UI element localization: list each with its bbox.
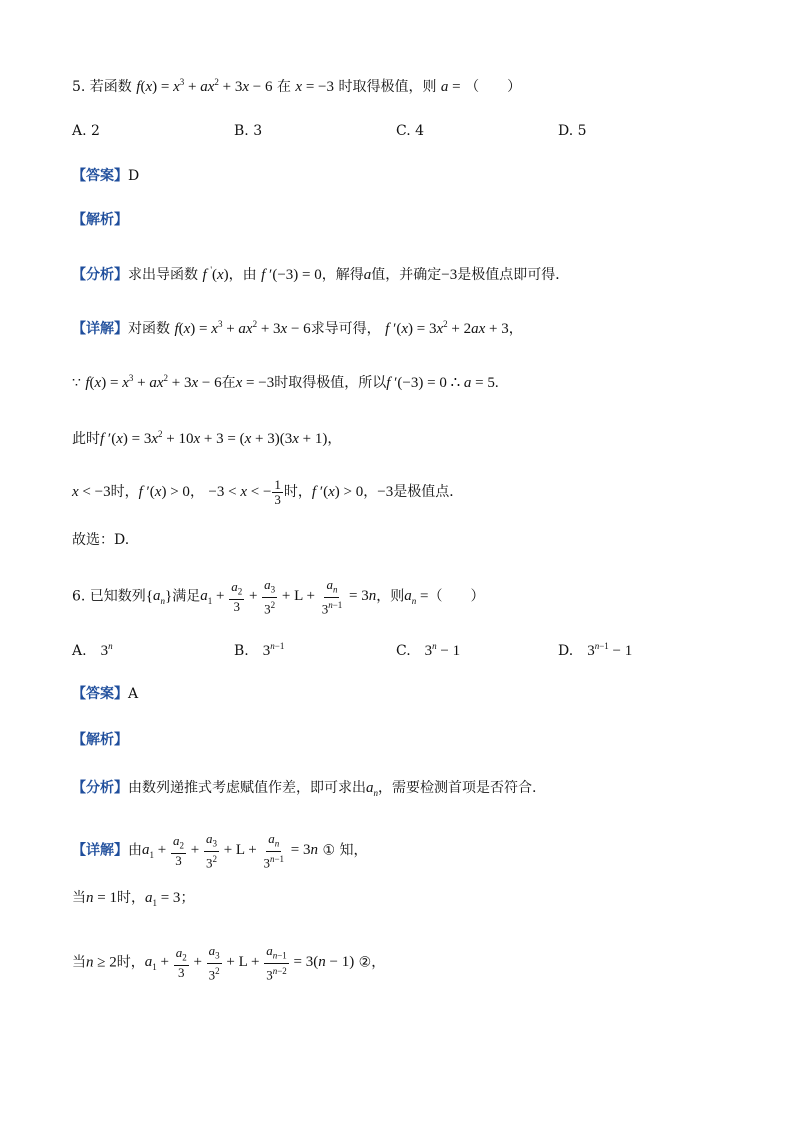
q5-fenxi-neg3: −3 <box>441 267 458 283</box>
q5-stem-prefix: 5. 若函数 <box>72 79 132 95</box>
q5-detail-1: 【详解】对函数 $f(x) = x^3 + ax^2 + 3x - 6$求导可得， f $'(x) = 3x^2 + 2ax + 3$， <box>72 319 523 337</box>
q5-xj2-result: f ′(−3) = 0 ∴ a = 5. <box>386 375 499 391</box>
q6-xj1-2: ① 知， <box>322 842 368 859</box>
q6-xj2-a1: $a_1 = 3$ <box>144 890 181 908</box>
q5-fenxi <box>72 260 569 285</box>
q5-stem-mid: 在 <box>276 79 291 95</box>
q5-detail-4: x < −3时，f ′(x) > 0， −3 < x < − $\frac{1}{3}$ 时，f ′(x) > 0，−3是极值点． <box>72 477 464 507</box>
q5-condition: x = −3 <box>295 79 334 95</box>
q5-derivative: f '(x) <box>202 265 229 283</box>
q5-fenxi-tag: 【分析】 <box>72 267 128 283</box>
q5-option-b: B. 3 <box>234 123 263 139</box>
q5-xj3-1: 此时 <box>72 431 100 447</box>
q6-xj3-1: 当 <box>72 954 86 971</box>
q6-option-b: B. $3^{n-1}$ <box>234 641 285 659</box>
q6-xj2-n1: n = 1 <box>86 890 117 906</box>
q5-stem-mid2: 时取得极值，则 <box>338 79 437 95</box>
q6-xj2-2: 时， <box>116 890 145 906</box>
q6-analysis-heading <box>72 730 128 750</box>
q6-xiangjie-tag: 【详解】 <box>72 842 128 859</box>
q6-stem-mid: 满足 <box>172 588 201 605</box>
q6-option-d: D. $3^{n-1} - 1$ <box>558 641 633 659</box>
q5-one-third: $\frac{1}{3}$ <box>274 477 281 507</box>
q5-function: $f(x) = x^3 + ax^2 + 3x - 6$ <box>136 77 273 95</box>
q5-option-d: D. 5 <box>558 123 587 139</box>
q5-stem-end: （ ） <box>465 79 522 95</box>
q6-option-c: C. $3^n - 1$ <box>396 641 461 659</box>
q5-option-c: C. 4 <box>396 123 425 139</box>
q5-xj2-2: 在 <box>221 375 236 391</box>
q6-detail-2: 当n = 1时，$a_1 = 3$； <box>72 890 195 908</box>
q5-analysis-heading <box>72 210 128 230</box>
q5-fprime-zero: f ′(−3) = 0 <box>261 267 322 283</box>
q6-detail-3 <box>72 944 385 982</box>
q6-stem <box>72 578 484 616</box>
q5-xj4-pos1: f ′(x) > 0 <box>138 483 190 500</box>
q5-detail-2 <box>72 368 499 393</box>
q5-xj4-1: 时， <box>110 483 139 500</box>
q6-xj3-n2: n ≥ 2 <box>86 954 117 971</box>
q6-fenxi-an: $a_n$ <box>366 780 378 798</box>
q5-detail-3: 此时f $'(x) = 3x^2 + 10x + 3 = (x + 3)(3x + 1)$， <box>72 429 342 447</box>
q5-stem <box>72 72 521 97</box>
q6-xj1-sum: $a_1$ + $\frac{a_2}{3}$ + $\frac{a_3}{3^2}$ + L + $\frac{a_n}{3^{n-1}}$ = 3n <box>142 831 319 870</box>
q5-fenxi-a: a <box>363 267 372 283</box>
q5-fenxi-2: ，由 <box>228 267 257 283</box>
q5-answer-tag: 【答案】 <box>72 168 128 184</box>
q6-an: $a_n$ = <box>404 588 429 607</box>
q5-answer-value: D <box>128 168 140 184</box>
q5-xj1-func: $f(x) = x^3 + ax^2 + 3x - 6$ <box>174 319 311 337</box>
q5-xj4-3: 是极值点． <box>393 483 464 500</box>
q5-a: a = <box>440 79 461 95</box>
q6-xj3-2: 时， <box>116 954 145 971</box>
q5-xj4-ineq1: x < −3 <box>72 483 111 500</box>
q6-xj3-sum: $a_1$ + $\frac{a_2}{3}$ + $\frac{a_3}{3^2}$ + L + $\frac{a_{n-1}}{3^{n-2}}$ = 3(n − 1) <box>144 943 355 982</box>
q5-answer <box>72 166 139 186</box>
q6-detail-1 <box>72 832 367 870</box>
q6-xj1-1: 由 <box>128 842 142 859</box>
q6-option-a: A. 3$^n$ <box>72 641 113 659</box>
q5-select: 故选：D. <box>72 532 130 548</box>
q5-xj2-1: ∵ <box>72 375 81 391</box>
q6-seq: $\{a_n\}$ <box>145 588 173 607</box>
q6-fenxi <box>72 778 536 803</box>
q5-xj4-ineq2: −3 < x < − $\frac{1}{3}$ <box>208 477 281 507</box>
q6-answer <box>72 684 138 704</box>
q5-xj1-1: 对函数 <box>128 321 170 337</box>
q5-xj2-func: $f(x) = x^3 + ax^2 + 3x - 6$ <box>85 373 222 391</box>
q6-fenxi-tag: 【分析】 <box>72 780 128 796</box>
q5-xj4-2: 时， <box>283 483 312 500</box>
q6-fenxi-2: ，需要检测首项是否符合. <box>378 780 537 796</box>
q5-xj3-expr: f $'(x) = 3x^2 + 10x + 3 = (x + 3)(3x + 1)$ <box>100 429 328 447</box>
q5-xj4-neg3: −3 <box>377 483 394 500</box>
q6-stem-prefix: 6. 已知数列 <box>72 588 146 605</box>
q5-analysis-tag: 【解析】 <box>72 212 128 228</box>
q6-analysis-tag: 【解析】 <box>72 732 128 748</box>
q5-xj4-pos2: f ′(x) > 0 <box>311 483 364 500</box>
q6-answer-value: A <box>128 686 139 702</box>
q5-option-a: A. 2 <box>72 123 100 139</box>
q6-sum: $a_1$ + $\frac{a_2}{3}$ + $\frac{a_3}{3^2}$ + L + $\frac{a_n}{3^{n-1}}$ = 3n <box>200 577 377 616</box>
q6-stem-end: （ ） <box>428 588 485 605</box>
q6-xj3-3: ②， <box>358 954 386 971</box>
q5-fenxi-5: 是极值点即可得． <box>457 267 570 283</box>
q5-xj1-deriv: f $'(x) = 3x^2 + 2ax + 3$ <box>385 319 509 337</box>
q5-xj2-3: 时取得极值，所以 <box>274 375 387 391</box>
q6-answer-tag: 【答案】 <box>72 686 128 702</box>
q5-fenxi-4: 值，并确定 <box>371 267 442 283</box>
q5-fenxi-3: ，解得 <box>321 267 364 283</box>
q6-fenxi-1: 由数列递推式考虑赋值作差，即可求出 <box>128 780 366 796</box>
q5-fenxi-1: 求出导函数 <box>128 267 198 283</box>
q5-xiangjie-tag: 【详解】 <box>72 321 128 337</box>
q6-xj2-1: 当 <box>72 890 86 906</box>
q5-xj1-2: 求导可得， <box>310 321 381 337</box>
q6-stem-mid2: ，则 <box>376 588 405 605</box>
q5-xj2-cond: x = −3 <box>235 375 275 391</box>
